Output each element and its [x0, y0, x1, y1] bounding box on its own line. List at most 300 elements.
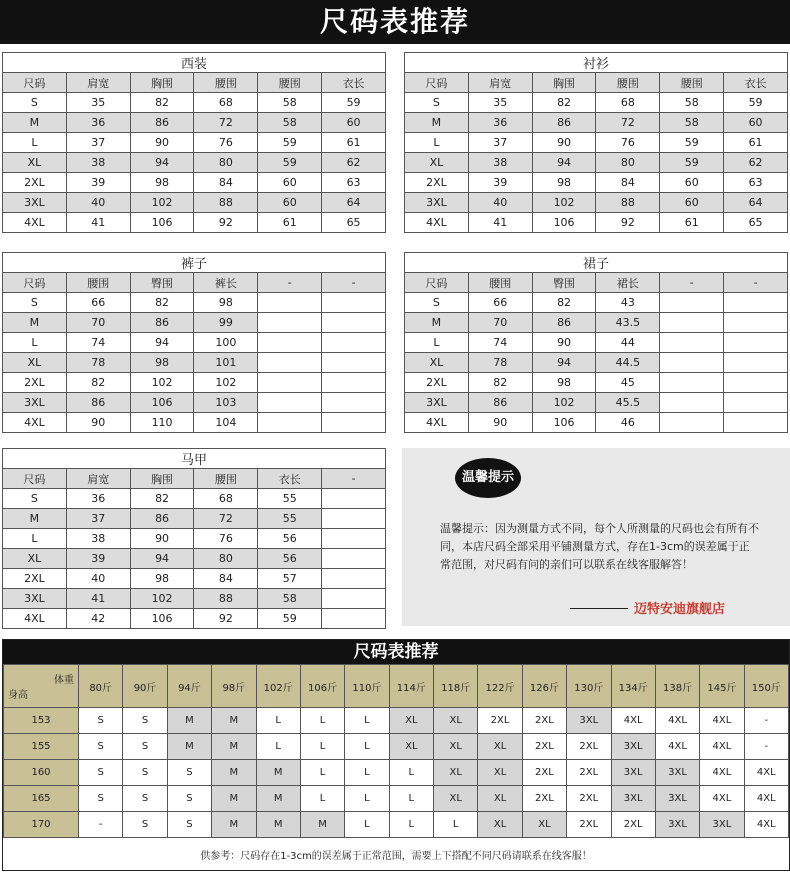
- table-cell: 58: [660, 113, 724, 133]
- table-cell: [322, 373, 386, 393]
- recommend-row: [4, 786, 789, 812]
- size-cell: XL: [389, 734, 433, 760]
- table-cell: [258, 353, 322, 373]
- size-cell: S: [167, 786, 211, 812]
- table-row: [405, 153, 788, 173]
- table-cell: 66: [468, 293, 532, 313]
- size-cell: 3XL: [611, 786, 655, 812]
- table-header-row: [405, 73, 788, 93]
- table-cell: 103: [194, 393, 258, 413]
- size-cell: M: [256, 812, 300, 838]
- table-cell: 35: [468, 93, 532, 113]
- table-cell: 58: [258, 113, 322, 133]
- table-cell: 82: [532, 93, 596, 113]
- size-cell: S: [123, 734, 167, 760]
- column-header: 腰围: [66, 273, 130, 293]
- table-cell: [660, 313, 724, 333]
- size-cell: L: [345, 812, 389, 838]
- table-cell: [322, 569, 386, 589]
- table-cell: 86: [130, 509, 194, 529]
- size-cell: 2XL: [611, 812, 655, 838]
- table-header-row: [405, 273, 788, 293]
- table-cell: 74: [468, 333, 532, 353]
- table-cell: 3XL: [405, 393, 469, 413]
- size-recommendation-panel: [2, 639, 790, 871]
- table-row: [405, 293, 788, 313]
- weight-header: 110斤: [345, 665, 389, 708]
- height-label: 165: [4, 786, 79, 812]
- size-cell: L: [300, 760, 344, 786]
- table-title: 马甲: [3, 449, 386, 469]
- column-header: 肩宽: [66, 469, 130, 489]
- weight-header: 102斤: [256, 665, 300, 708]
- signature-divider: [570, 608, 628, 609]
- table-cell: [322, 293, 386, 313]
- table-cell: M: [405, 113, 469, 133]
- table-row: [405, 213, 788, 233]
- table-cell: 82: [130, 293, 194, 313]
- size-cell: 4XL: [611, 708, 655, 734]
- table-cell: M: [3, 313, 67, 333]
- size-cell: 3XL: [655, 786, 699, 812]
- table-cell: 40: [66, 569, 130, 589]
- table-cell: 88: [194, 589, 258, 609]
- recommend-header-row: [4, 665, 789, 708]
- size-cell: 3XL: [611, 734, 655, 760]
- table-cell: 90: [66, 413, 130, 433]
- table-cell: 106: [532, 413, 596, 433]
- height-label: 160: [4, 760, 79, 786]
- size-cell: L: [389, 812, 433, 838]
- table-cell: L: [405, 333, 469, 353]
- table-cell: [660, 393, 724, 413]
- table-row: [405, 193, 788, 213]
- table-row: [3, 153, 386, 173]
- size-cell: -: [744, 734, 788, 760]
- size-cell: XL: [478, 812, 522, 838]
- table-cell: 92: [596, 213, 660, 233]
- table-cell: [724, 293, 788, 313]
- size-cell: 2XL: [567, 760, 611, 786]
- table-cell: 86: [532, 313, 596, 333]
- recommend-table: [3, 664, 789, 838]
- table-cell: 2XL: [405, 373, 469, 393]
- table-cell: M: [3, 113, 67, 133]
- table-cell: 55: [258, 489, 322, 509]
- column-header: 腰围: [194, 73, 258, 93]
- table-cell: 39: [66, 549, 130, 569]
- height-label: 155: [4, 734, 79, 760]
- table-cell: 90: [532, 333, 596, 353]
- table-cell: 84: [194, 569, 258, 589]
- size-cell: M: [300, 812, 344, 838]
- table-cell: [322, 609, 386, 629]
- table-cell: 38: [468, 153, 532, 173]
- column-header: 尺码: [3, 469, 67, 489]
- table-cell: 106: [130, 609, 194, 629]
- table-cell: [322, 509, 386, 529]
- column-header: 胸围: [130, 469, 194, 489]
- table-cell: 62: [322, 153, 386, 173]
- table-cell: 88: [596, 193, 660, 213]
- table-cell: 55: [258, 509, 322, 529]
- table-cell: 59: [322, 93, 386, 113]
- table-cell: 78: [468, 353, 532, 373]
- table-cell: S: [405, 93, 469, 113]
- table-cell: [724, 393, 788, 413]
- table-cell: 60: [258, 193, 322, 213]
- table-cell: L: [3, 133, 67, 153]
- table-title-row: [3, 53, 386, 73]
- table-cell: 82: [66, 373, 130, 393]
- size-cell: 2XL: [522, 734, 566, 760]
- weight-header: 106斤: [300, 665, 344, 708]
- height-label: 153: [4, 708, 79, 734]
- table-cell: [322, 333, 386, 353]
- table-cell: [322, 529, 386, 549]
- size-cell: L: [300, 734, 344, 760]
- table-row: [3, 393, 386, 413]
- table-cell: [724, 413, 788, 433]
- table-cell: 60: [322, 113, 386, 133]
- column-header: -: [322, 273, 386, 293]
- table-cell: S: [3, 293, 67, 313]
- table-title-row: [405, 253, 788, 273]
- recommend-footnote: 供参考：尺码存在1-3cm的误差属于正常范围，需要上下搭配不同尺码请联系在线客服！: [200, 851, 592, 862]
- size-cell: L: [389, 760, 433, 786]
- table-cell: 86: [468, 393, 532, 413]
- table-cell: 39: [66, 173, 130, 193]
- table-cell: 60: [660, 173, 724, 193]
- table-cell: 35: [66, 93, 130, 113]
- table-cell: 92: [194, 213, 258, 233]
- table-cell: 3XL: [3, 589, 67, 609]
- column-header: 裙长: [596, 273, 660, 293]
- size-cell: L: [345, 708, 389, 734]
- table-row: [405, 393, 788, 413]
- weight-header: 130斤: [567, 665, 611, 708]
- table-row: [3, 353, 386, 373]
- size-cell: 2XL: [522, 708, 566, 734]
- table-title: 裙子: [405, 253, 788, 273]
- table-cell: 43.5: [596, 313, 660, 333]
- table-cell: 64: [724, 193, 788, 213]
- table-cell: 86: [130, 313, 194, 333]
- size-cell: 4XL: [700, 708, 744, 734]
- table-cell: 60: [660, 193, 724, 213]
- size-cell: 2XL: [567, 786, 611, 812]
- table-cell: 98: [130, 569, 194, 589]
- size-cell: XL: [434, 786, 478, 812]
- table-cell: 98: [532, 173, 596, 193]
- table-cell: 4XL: [405, 413, 469, 433]
- table-cell: 65: [322, 213, 386, 233]
- table-cell: 46: [596, 413, 660, 433]
- column-header: 腰围: [258, 73, 322, 93]
- table-row: [405, 93, 788, 113]
- table-cell: 66: [66, 293, 130, 313]
- table-row: [3, 133, 386, 153]
- tip-badge: 温馨提示: [455, 458, 521, 498]
- table-header-row: [3, 73, 386, 93]
- table-cell: 99: [194, 313, 258, 333]
- table-cell: 37: [66, 509, 130, 529]
- recommend-row: [4, 734, 789, 760]
- skirt-size-table: [404, 252, 788, 433]
- table-cell: 60: [724, 113, 788, 133]
- table-cell: 61: [660, 213, 724, 233]
- table-cell: 76: [596, 133, 660, 153]
- table-row: [3, 413, 386, 433]
- column-header: 腰围: [660, 73, 724, 93]
- table-row: [405, 353, 788, 373]
- column-header: 尺码: [3, 73, 67, 93]
- table-cell: 3XL: [405, 193, 469, 213]
- table-cell: 92: [194, 609, 258, 629]
- size-cell: M: [256, 760, 300, 786]
- table-cell: [660, 413, 724, 433]
- table-cell: 58: [258, 93, 322, 113]
- table-cell: XL: [405, 153, 469, 173]
- weight-header: 138斤: [655, 665, 699, 708]
- table-cell: 98: [130, 353, 194, 373]
- table-header-row: [3, 273, 386, 293]
- size-cell: L: [256, 734, 300, 760]
- column-header: -: [322, 469, 386, 489]
- table-cell: 94: [532, 153, 596, 173]
- table-cell: 59: [258, 609, 322, 629]
- size-cell: 4XL: [700, 734, 744, 760]
- size-cell: 4XL: [700, 786, 744, 812]
- table-cell: 94: [532, 353, 596, 373]
- size-cell: S: [167, 812, 211, 838]
- table-row: [405, 313, 788, 333]
- column-header: 腰围: [468, 273, 532, 293]
- size-cell: 3XL: [567, 708, 611, 734]
- size-cell: 2XL: [478, 708, 522, 734]
- table-row: [3, 549, 386, 569]
- table-cell: 44.5: [596, 353, 660, 373]
- size-cell: XL: [389, 708, 433, 734]
- table-cell: XL: [405, 353, 469, 373]
- recommend-row: [4, 708, 789, 734]
- column-header: 腰围: [596, 73, 660, 93]
- size-cell: L: [345, 760, 389, 786]
- table-cell: 102: [532, 193, 596, 213]
- table-cell: 65: [724, 213, 788, 233]
- size-cell: L: [345, 786, 389, 812]
- table-cell: 41: [468, 213, 532, 233]
- size-cell: 2XL: [522, 760, 566, 786]
- size-cell: 3XL: [611, 760, 655, 786]
- size-cell: L: [300, 708, 344, 734]
- table-cell: 68: [194, 93, 258, 113]
- size-cell: S: [123, 812, 167, 838]
- size-cell: M: [167, 734, 211, 760]
- table-cell: 43: [596, 293, 660, 313]
- table-cell: 102: [532, 393, 596, 413]
- table-cell: [258, 393, 322, 413]
- table-cell: 36: [66, 489, 130, 509]
- table-row: [3, 609, 386, 629]
- table-cell: 106: [130, 393, 194, 413]
- column-header: 衣长: [724, 73, 788, 93]
- size-cell: 4XL: [744, 786, 788, 812]
- size-cell: 2XL: [567, 812, 611, 838]
- table-cell: 59: [258, 133, 322, 153]
- table-cell: 94: [130, 333, 194, 353]
- size-cell: 3XL: [655, 812, 699, 838]
- table-cell: 70: [468, 313, 532, 333]
- size-cell: 2XL: [522, 786, 566, 812]
- suit-size-table: [2, 52, 386, 233]
- table-cell: 62: [724, 153, 788, 173]
- table-cell: 59: [660, 133, 724, 153]
- table-cell: 59: [258, 153, 322, 173]
- table-row: [3, 293, 386, 313]
- column-header: 腰围: [194, 469, 258, 489]
- size-cell: XL: [522, 812, 566, 838]
- size-cell: M: [167, 708, 211, 734]
- table-title: 裤子: [3, 253, 386, 273]
- table-cell: 38: [66, 529, 130, 549]
- table-cell: [724, 353, 788, 373]
- table-cell: 72: [194, 113, 258, 133]
- weight-header: 126斤: [522, 665, 566, 708]
- column-header: 尺码: [405, 73, 469, 93]
- table-title-row: [405, 53, 788, 73]
- size-cell: M: [212, 760, 256, 786]
- table-cell: 106: [532, 213, 596, 233]
- table-cell: 98: [194, 293, 258, 313]
- size-cell: 4XL: [744, 812, 788, 838]
- table-cell: 37: [66, 133, 130, 153]
- table-cell: M: [3, 509, 67, 529]
- page-title: 尺码表推荐: [0, 0, 790, 44]
- table-cell: 36: [468, 113, 532, 133]
- table-cell: [322, 313, 386, 333]
- size-cell: S: [79, 734, 123, 760]
- size-cell: 3XL: [700, 812, 744, 838]
- table-title: 西装: [3, 53, 386, 73]
- table-row: [3, 173, 386, 193]
- table-cell: 61: [322, 133, 386, 153]
- recommend-title: 尺码表推荐: [3, 640, 789, 664]
- size-cell: XL: [478, 786, 522, 812]
- table-cell: 102: [130, 373, 194, 393]
- table-row: [3, 93, 386, 113]
- table-cell: [660, 333, 724, 353]
- table-cell: 39: [468, 173, 532, 193]
- table-cell: [724, 333, 788, 353]
- table-cell: 64: [322, 193, 386, 213]
- table-cell: 86: [130, 113, 194, 133]
- table-cell: XL: [3, 153, 67, 173]
- table-cell: 102: [194, 373, 258, 393]
- table-cell: 59: [660, 153, 724, 173]
- weight-header: 150斤: [744, 665, 788, 708]
- size-cell: XL: [434, 760, 478, 786]
- table-cell: 56: [258, 549, 322, 569]
- table-cell: 70: [66, 313, 130, 333]
- table-cell: 2XL: [405, 173, 469, 193]
- table-cell: 57: [258, 569, 322, 589]
- table-row: [405, 333, 788, 353]
- table-cell: 41: [66, 589, 130, 609]
- column-header: 胸围: [130, 73, 194, 93]
- column-header: 尺码: [3, 273, 67, 293]
- size-cell: -: [79, 812, 123, 838]
- size-cell: 4XL: [744, 760, 788, 786]
- size-cell: L: [434, 812, 478, 838]
- table-cell: 42: [66, 609, 130, 629]
- table-cell: 45: [596, 373, 660, 393]
- table-cell: 59: [724, 93, 788, 113]
- table-cell: 102: [130, 589, 194, 609]
- size-cell: M: [212, 786, 256, 812]
- weight-header: 114斤: [389, 665, 433, 708]
- table-cell: [660, 373, 724, 393]
- size-cell: XL: [434, 708, 478, 734]
- table-cell: 68: [596, 93, 660, 113]
- size-cell: S: [167, 760, 211, 786]
- height-label: 170: [4, 812, 79, 838]
- table-cell: 2XL: [3, 373, 67, 393]
- recommend-row: [4, 812, 789, 838]
- table-title-row: [3, 449, 386, 469]
- store-signature: 迈特安迪旗舰店: [634, 602, 726, 617]
- size-cell: XL: [478, 734, 522, 760]
- table-cell: 90: [468, 413, 532, 433]
- table-cell: 56: [258, 529, 322, 549]
- table-cell: 44: [596, 333, 660, 353]
- size-cell: 4XL: [700, 760, 744, 786]
- column-header: 臀围: [532, 273, 596, 293]
- table-cell: 84: [596, 173, 660, 193]
- table-row: [3, 113, 386, 133]
- column-header: -: [660, 273, 724, 293]
- table-cell: 94: [130, 549, 194, 569]
- table-row: [3, 373, 386, 393]
- table-cell: 4XL: [3, 609, 67, 629]
- table-row: [3, 569, 386, 589]
- table-row: [3, 589, 386, 609]
- column-header: 肩宽: [468, 73, 532, 93]
- table-row: [3, 213, 386, 233]
- size-cell: L: [345, 734, 389, 760]
- weight-header: 122斤: [478, 665, 522, 708]
- table-cell: 78: [66, 353, 130, 373]
- table-cell: XL: [3, 549, 67, 569]
- table-cell: 86: [66, 393, 130, 413]
- table-row: [405, 173, 788, 193]
- table-cell: 37: [468, 133, 532, 153]
- weight-header: 145斤: [700, 665, 744, 708]
- column-header: 尺码: [405, 273, 469, 293]
- weight-header: 94斤: [167, 665, 211, 708]
- table-cell: 90: [130, 529, 194, 549]
- table-cell: [724, 313, 788, 333]
- table-cell: XL: [3, 353, 67, 373]
- table-cell: 76: [194, 529, 258, 549]
- table-row: [3, 333, 386, 353]
- table-cell: 72: [194, 509, 258, 529]
- table-cell: [322, 413, 386, 433]
- table-cell: 80: [194, 153, 258, 173]
- table-cell: 106: [130, 213, 194, 233]
- table-cell: 98: [532, 373, 596, 393]
- table-row: [3, 529, 386, 549]
